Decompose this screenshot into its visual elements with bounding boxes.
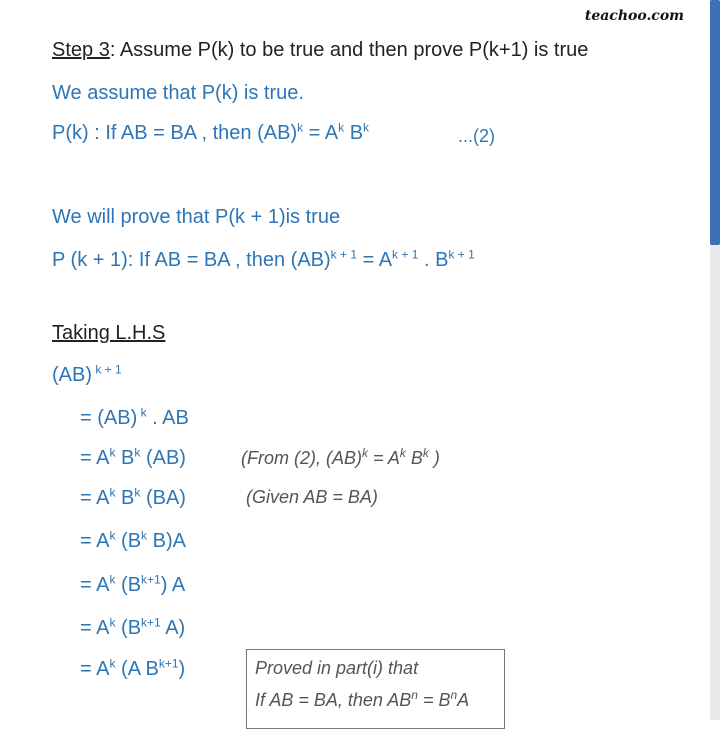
equation-reference: ...(2) <box>458 126 496 146</box>
brand-logo: teachoo.com <box>584 8 684 24</box>
pk1-statement: P (k + 1): If AB = BA , then $(AB)^{k + 1} = A^{k + 1}$ . $B^{k + 1}$ <box>52 247 475 271</box>
step-label: Step 3 <box>52 39 110 61</box>
vertical-scrollbar[interactable] <box>710 0 720 720</box>
step-1: = (AB) $^k$ . AB <box>80 405 189 429</box>
assume-line: We assume that P(k) is true. <box>52 82 304 104</box>
step-7: = $A^k$ (A $B^{k+1}$) <box>80 656 186 680</box>
scrollbar-thumb[interactable] <box>710 0 720 245</box>
step-2: = $A^k$ $B^k$ (AB) <box>80 445 186 469</box>
note-from-2: (From (2), $(AB)^k = A^k$ $B^k$ ) <box>241 446 440 468</box>
step-4: = $A^k$ ($B^k$ B)A <box>80 528 186 552</box>
lhs-start: (AB) $^{k + 1}$ <box>52 362 122 386</box>
step-6: = $A^k$ ($B^{k+1}$ A) <box>80 615 186 639</box>
note-given: (Given AB = BA) <box>246 487 378 507</box>
prove-line: We will prove that P(k + 1)is true <box>52 206 341 228</box>
step-text: : Assume P(k) to be true and then prove P(k+1) is true <box>109 39 589 61</box>
pk-statement: P(k) : If AB = BA , then $(AB)^k = A^k$ $B^k$ <box>52 120 370 144</box>
box-line-2: If AB = BA, then $AB^n = B^nA$ <box>255 688 470 710</box>
step-3: = $A^k$ $B^k$ (BA) <box>80 485 186 509</box>
proof-note-box <box>246 649 505 729</box>
step-5: = $A^k$ $(B^{k+1})$ A <box>80 572 186 596</box>
step-heading <box>52 38 588 62</box>
box-line-1: Proved in part(i) that <box>255 658 419 678</box>
lhs-heading: Taking L.H.S <box>52 322 166 344</box>
